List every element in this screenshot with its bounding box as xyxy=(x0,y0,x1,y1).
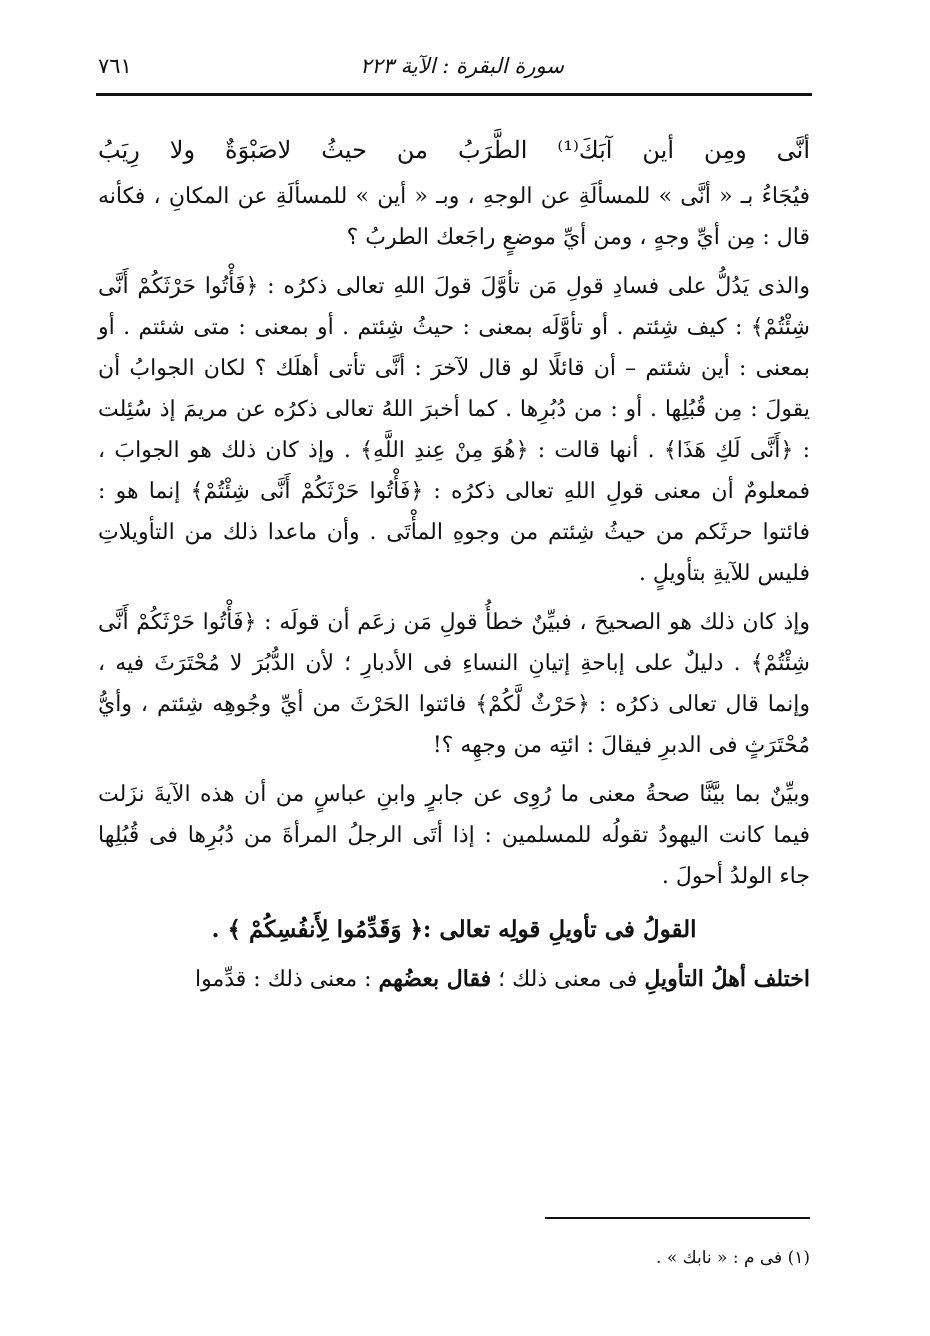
header-rule xyxy=(96,93,812,96)
paragraph-2: والذى يَدُلُّ على فسادِ قولِ مَن تأوَّلَ قولَ اللهِ تعالى ذكرُه : ﴿فَأْتُوا حَرْثَكُمْ أَنَّى شِئْتُمْ﴾ : كيف شِئتم . أو تأوَّلَه بمعنى : حيثُ شِئتم . أو بمعنى : متى شئتم . أو بمعنى : أين شئتم – أن قائلًا لو قال لآخرَ : أنَّى تأتى أهلَك ؟ لكان الجوابُ أن يقولَ : مِن قُبُلِها . أو : من دُبُرِها . كما أخبرَ اللهُ تعالى ذكرُه عن مريمَ إذ سُئِلت : ﴿أَنَّى لَكِ هَذَا﴾ . أنها قالت : ﴿هُوَ مِنْ عِندِ اللَّهِ﴾ . وإذ كان ذلك هو الجوابَ ، فمعلومٌ أن معنى قولِ اللهِ تعالى ذكرُه : ﴿فَأْتُوا حَرْثَكُمْ أَنَّى شِئْتُمْ﴾ إنما هو : فائتوا حرثَكم من حيثُ شِئتم من وجوهِ المأْتَى . وأن ماعدا ذلك من التأويلاتِ فليس للآيةِ بتأويلٍ . xyxy=(98,274,810,586)
section-heading: القولُ فى تأويلِ قولِه تعالى :﴿ وَقَدِّمُوا لِأَنفُسِكُمْ ﴾ . xyxy=(211,916,697,943)
poetry-verse: أنَّى ومِن أين آبَكَ⁽¹⁾ الطَّرَبُ من حيثُ لاصَبْوَةٌ ولا رِيَبُ xyxy=(98,136,810,164)
paragraph-3: وإذ كان ذلك هو الصحيحَ ، فبيِّنٌ خطأُ قولِ مَن زعَم أن قولَه : ﴿فَأْتُوا حَرْثَكُمْ أَنَّى شِئْتُمْ﴾ . دليلٌ على إباحةِ إتيانِ النساءِ فى الأدبارِ ؛ لأن الدُّبُرَ لا مُحْتَرَثَ فيه ، وإنما قال تعالى ذكرُه : ﴿حَرْثٌ لَّكُمْ﴾ فائتوا الحَرْثَ من أيِّ وجُوهِه شِئتم ، وأيُّ مُحْتَرَثٍ فى الدبرِ فيقالَ : ائتِه من وجهِه ؟! xyxy=(98,610,810,758)
bold-phrase-2: فقال بعضُهم xyxy=(378,966,492,992)
paragraph-4: وبيِّنٌ بما بيَّنَّا صحةُ معنى ما رُوِى عن جابرٍ وابنِ عباسٍ من أن هذه الآيةَ نزَلت فيما كانت اليهودُ تقولُه للمسلمين : إذا أتَى الرجلُ المرأةَ من دُبُرِها فى قُبُلِها جاء الولدُ أحولَ . xyxy=(98,782,810,889)
footnote-rule xyxy=(545,1217,810,1219)
plain-phrase-1: فى معنى ذلك ؛ xyxy=(491,967,645,992)
paragraph-1: فيُجَاءُ بـ « أنَّى » للمسألَةِ عن الوجهِ ، وبـ « أين » للمسألَةِ عن المكانِ ، فكأنه قال : مِن أيِّ وجهٍ ، ومن أيِّ موضعٍ راجَعك الطربُ ؟ xyxy=(98,184,810,250)
page-number: ٧٦١ xyxy=(98,54,132,78)
plain-phrase-2: : معنى ذلك : قدِّموا xyxy=(194,967,379,992)
main-text xyxy=(98,128,810,1002)
paragraph-5 xyxy=(98,957,810,1002)
footnote: (١) فى م : « نابك » . xyxy=(656,1248,810,1268)
running-title: سورة البقرة : الآية ٢٢٣ xyxy=(360,54,564,78)
bold-phrase-1: اختلف أهلُ التأويلِ xyxy=(644,966,810,992)
page-header xyxy=(96,48,810,88)
